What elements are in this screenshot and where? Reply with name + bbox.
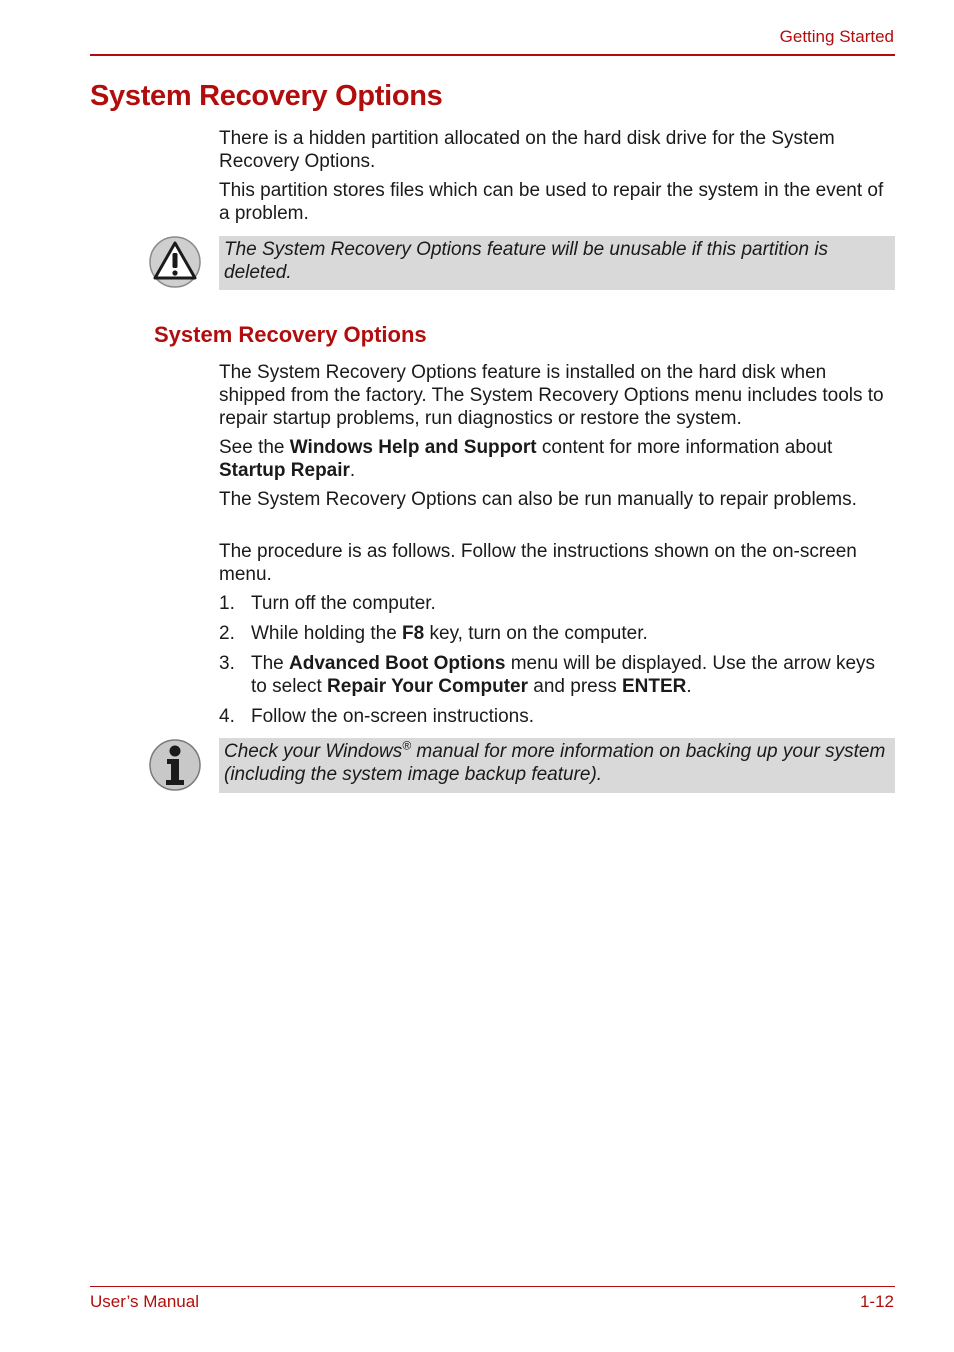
warning-triangle-icon [149, 236, 201, 288]
caution-note-text: The System Recovery Options feature will be unusable if this partition is deleted. [224, 239, 829, 283]
list-item: 3. The Advanced Boot Options menu will be displayed. Use the arrow keys to select Repair Your Computer and press ENTER. [219, 653, 876, 697]
caution-note [219, 236, 895, 290]
running-header: Getting Started [779, 27, 894, 46]
footer-rule [90, 1286, 895, 1287]
subsection-paragraph-4: The procedure is as follows. Follow the instructions shown on the on-screen menu. [219, 541, 857, 585]
subsection-paragraph-3: The System Recovery Options can also be run manually to repair problems. [219, 489, 857, 510]
intro-paragraph-2: This partition stores files which can be used to repair the system in the event of a problem. [219, 180, 884, 224]
list-item: 1. Turn off the computer. [219, 593, 436, 614]
list-item: 4. Follow the on-screen instructions. [219, 706, 535, 727]
subsection-paragraph-2: See the Windows Help and Support content for more information about Startup Repair. [219, 437, 833, 481]
subsection-paragraph-1: The System Recovery Options feature is installed on the hard disk when shipped from the factory. The System Recovery Options menu includes tools to repair startup problems, run diagnostics or restore the system. [219, 362, 884, 429]
info-icon [149, 739, 201, 791]
header-rule [90, 54, 895, 56]
subsection-title: System Recovery Options [154, 322, 427, 347]
procedure-steps [219, 592, 889, 735]
info-note: Check your Windows® manual for more information on backing up your system (including the system image backup feature). [219, 738, 895, 793]
page-number: 1-12 [859, 1292, 894, 1311]
intro-paragraph-1: There is a hidden partition allocated on the hard disk drive for the System Recovery Options. [219, 128, 835, 172]
list-item: 2. While holding the F8 key, turn on the computer. [219, 623, 648, 644]
footer-manual-name: User’s Manual [90, 1292, 199, 1311]
page-title: System Recovery Options [90, 80, 443, 112]
